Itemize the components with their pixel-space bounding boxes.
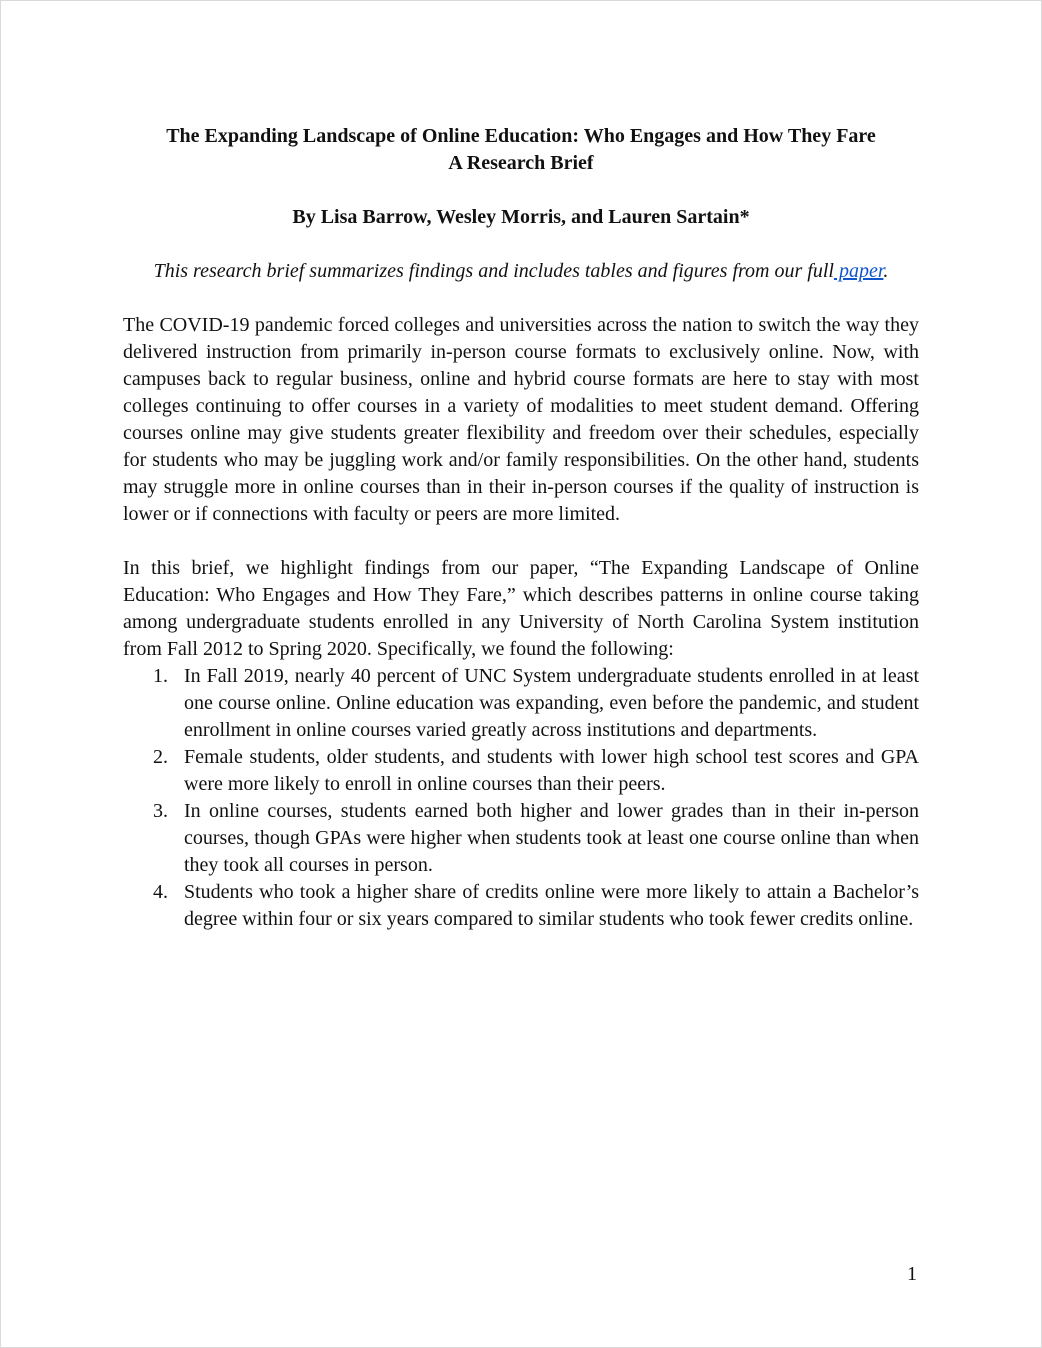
list-item-text: Students who took a higher share of credits online were more likely to attain a Bachelor’s degree within four or six years compared to similar students who took fewer credits online. <box>184 881 919 930</box>
list-item-number: 4. <box>153 881 168 903</box>
brief-note <box>123 258 919 285</box>
list-item <box>123 879 919 933</box>
list-item <box>123 798 919 879</box>
paper-link[interactable]: paper <box>833 260 884 282</box>
author-line: By Lisa Barrow, Wesley Morris, and Lauren Sartain* <box>292 206 750 228</box>
list-item-text: In online courses, students earned both higher and lower grades than in their in-person courses, though GPAs were higher when students took at least one course online than when they took all courses in person. <box>184 800 919 876</box>
document-title: The Expanding Landscape of Online Education: Who Engages and How They Fare <box>166 125 876 147</box>
findings-list <box>123 663 919 933</box>
intro-paragraph: The COVID-19 pandemic forced colleges and universities across the nation to switch the way they delivered instruction from primarily in-person course formats to exclusively online. Now, with campuses back to regular business, online and hybrid course formats are here to stay with most colleges continuing to offer courses in a variety of modalities to meet student demand. Offering courses online may give students greater flexibility and freedom over their schedules, especially for students who may be juggling work and/or family responsibilities. On the other hand, students may struggle more in online courses than in their in-person courses if the quality of instruction is lower or if connections with faculty or peers are more limited. <box>123 314 919 525</box>
list-item-number: 2. <box>153 746 168 768</box>
list-item-text: In Fall 2019, nearly 40 percent of UNC System undergraduate students enrolled in at least one course online. Online education was expanding, even before the pandemic, and student enrollment in online courses varied greatly across institutions and departments. <box>184 665 919 741</box>
list-item <box>123 663 919 744</box>
list-item-number: 1. <box>153 665 168 687</box>
brief-note-end: . <box>883 260 889 282</box>
list-item-number: 3. <box>153 800 168 822</box>
page-content <box>123 123 919 933</box>
document-subtitle: A Research Brief <box>448 152 594 174</box>
findings-intro-paragraph: In this brief, we highlight findings from our paper, “The Expanding Landscape of Online Education: Who Engages and How They Fare,” which describes patterns in online course taking among undergraduate students enrolled in any University of North Carolina System institution from Fall 2012 to Spring 2020. Specifically, we found the following: <box>123 557 919 660</box>
list-item-text: Female students, older students, and students with lower high school test scores and GPA were more likely to enroll in online courses than their peers. <box>184 746 919 795</box>
page-number: 1 <box>907 1263 917 1285</box>
brief-note-text: This research brief summarizes findings and includes tables and figures from our full <box>153 260 834 282</box>
list-item <box>123 744 919 798</box>
